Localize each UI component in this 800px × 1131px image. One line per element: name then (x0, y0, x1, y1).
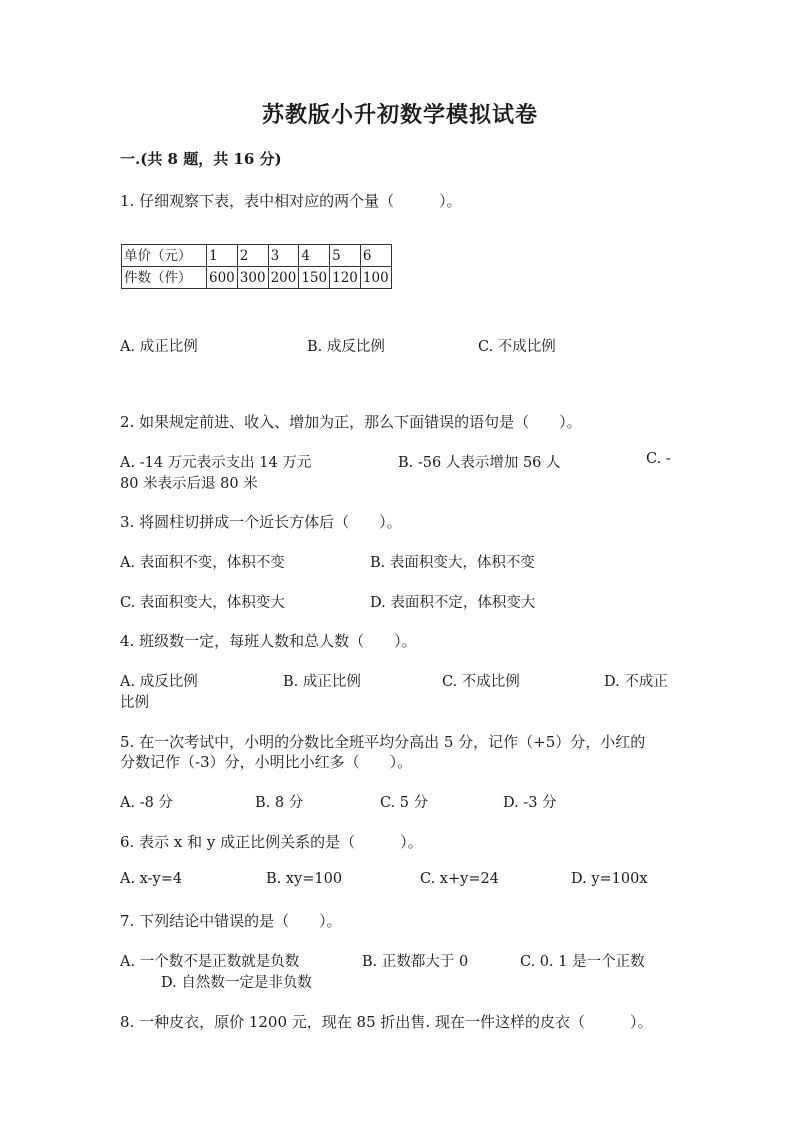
table-cell: 200 (268, 267, 299, 289)
table-cell: 3 (268, 245, 299, 267)
q2-option-a: A. -14 万元表示支出 14 万元 (120, 455, 312, 471)
q5-option-a: A. -8 分 (120, 795, 173, 811)
table-row (122, 267, 392, 289)
q5-option-d: D. -3 分 (503, 795, 557, 811)
table-cell: 600 (207, 267, 238, 289)
q7-option-a: A. 一个数不是正数就是负数 (120, 954, 300, 970)
q6-option-c: C. x+y=24 (420, 871, 499, 887)
q5-option-c: C. 5 分 (380, 795, 429, 811)
q7-option-d: D. 自然数一定是非负数 (161, 975, 312, 991)
q4-option-c: C. 不成比例 (442, 674, 520, 690)
table-cell: 4 (299, 245, 330, 267)
q7-option-b: B. 正数都大于 0 (362, 954, 469, 970)
q7-option-c: C. 0. 1 是一个正数 (520, 954, 645, 970)
table-cell: 100 (360, 267, 391, 289)
question-2-stem: 2. 如果规定前进、收入、增加为正，那么下面错误的语句是（ ）。 (120, 413, 582, 431)
table-cell: 单价（元） (122, 245, 207, 267)
question-8-stem: 8. 一种皮衣，原价 1200 元，现在 85 折出售. 现在一件这样的皮衣（ ）。 (120, 1013, 653, 1031)
question-5-stem-line-1: 5. 在一次考试中，小明的分数比全班平均分高出 5 分，记作（+5）分，小红的 (120, 733, 646, 751)
table-cell: 1 (207, 245, 238, 267)
table-cell: 件数（件） (122, 267, 207, 289)
q3-option-c: C. 表面积变大，体积变大 (120, 595, 285, 611)
q6-option-b: B. xy=100 (266, 871, 343, 887)
table-cell: 300 (237, 267, 268, 289)
question-4-stem: 4. 班级数一定，每班人数和总人数（ ）。 (120, 632, 417, 650)
q1-option-c: C. 不成比例 (478, 339, 556, 355)
q5-option-b: B. 8 分 (255, 795, 304, 811)
question-5-stem-line-2: 分数记作（-3）分，小明比小红多（ ）。 (120, 753, 413, 771)
price-quantity-table (121, 244, 392, 289)
q6-option-d: D. y=100x (571, 871, 648, 887)
q6-option-a: A. x-y=4 (120, 871, 183, 887)
q3-option-b: B. 表面积变大，体积不变 (370, 555, 535, 571)
question-1-stem: 1. 仔细观察下表，表中相对应的两个量（ ）。 (120, 192, 462, 210)
table-cell: 120 (330, 267, 361, 289)
question-3-stem: 3. 将圆柱切拼成一个近长方体后（ ）。 (120, 513, 402, 531)
q2-option-b: B. -56 人表示增加 56 人 (398, 455, 561, 471)
question-7-stem: 7. 下列结论中错误的是（ ）。 (120, 912, 342, 930)
table-cell: 6 (360, 245, 391, 267)
table-cell: 150 (299, 267, 330, 289)
table-cell: 5 (330, 245, 361, 267)
q1-option-a: A. 成正比例 (120, 339, 198, 355)
section-heading: 一.(共 8 题，共 16 分) (120, 150, 282, 168)
q4-option-d: D. 不成正 (604, 674, 668, 690)
q4-option-b: B. 成正比例 (283, 674, 361, 690)
q4-option-a: A. 成反比例 (120, 674, 198, 690)
table-row (122, 245, 392, 267)
q1-option-b: B. 成反比例 (307, 339, 385, 355)
q2-option-c: C. - (646, 451, 671, 467)
q3-option-a: A. 表面积不变，体积不变 (120, 555, 285, 571)
q3-option-d: D. 表面积不定，体积变大 (370, 595, 536, 611)
question-6-stem: 6. 表示 x 和 y 成正比例关系的是（ ）。 (120, 833, 423, 851)
q2-option-c-continued: 80 米表示后退 80 米 (120, 476, 258, 492)
table-cell: 2 (237, 245, 268, 267)
q4-option-d-continued: 比例 (120, 695, 149, 711)
page-title: 苏教版小升初数学模拟试卷 (261, 102, 538, 128)
